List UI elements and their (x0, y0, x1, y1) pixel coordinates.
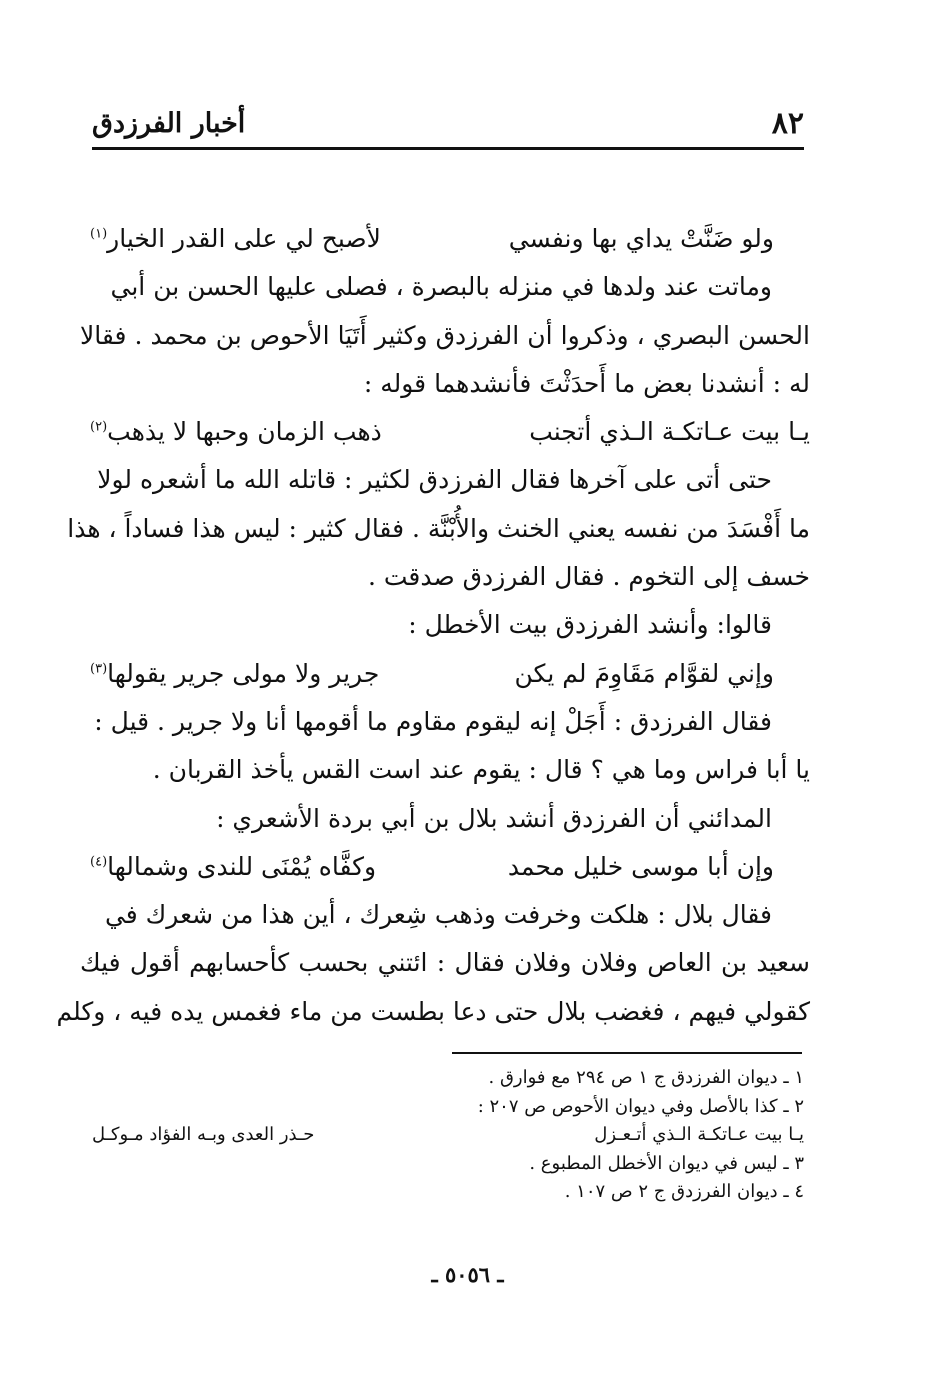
footnote-2-verse (92, 1121, 804, 1150)
page-header (92, 98, 804, 148)
verse-second-hemistich: وكفَّاه يُمْنَى للندى وشمالها$^{(٤)}$ (90, 851, 377, 881)
footnote-marker: (٤) (90, 854, 108, 870)
footnote-marker: (٣) (90, 661, 108, 677)
footnote-marker: (١) (90, 226, 108, 242)
running-title: أخبار الفرزدق (92, 108, 246, 139)
verse-line (80, 650, 810, 698)
footnote-1: ١ ـ ديوان الفرزدق ج ١ ص ٢٩٤ مع فوارق . (488, 1067, 804, 1088)
paragraph-line: خسف إلى التخوم . فقال الفرزدق صدقت . (367, 562, 810, 592)
verse-first-hemistich: ولو ضَنَّتْ يداي بها ونفسي (508, 224, 774, 253)
verse-first-hemistich: يـا بيت عـاتكـة الـذي أتـعـزل (594, 1124, 804, 1146)
paragraph-line: ما أَفْسَدَ من نفسه يعني الخنث والأُبْنَّة . فقال كثير : ليس هذا فساداً ، هذا (67, 513, 810, 543)
verse-first-hemistich: يـا بيت عـاتكـة الـذي أتجنب (529, 417, 810, 447)
footnote-rule (452, 1052, 802, 1054)
paragraph-line: فقال الفرزدق : أَجَلْ إنه ليقوم مقاوم ما أقومها أنا ولا جرير . قيل : (94, 706, 772, 736)
paragraph-line: كقولي فيهم ، فغضب بلال حتى دعا بطست من ماء فغمس يده فيه ، وكلم (56, 996, 810, 1026)
paragraph-line: وماتت عند ولدها في منزله بالبصرة ، فصلى عليها الحسن بن أبي (110, 272, 772, 302)
paragraph-line: حتى أتى على آخرها فقال الفرزدق لكثير : قاتله الله ما أشعره لولا (97, 465, 772, 495)
paragraph-line: يا أبا فراس وما هي ؟ قال : يقوم عند است القس يأخذ القربان . (152, 755, 810, 785)
footnote-4: ٤ ـ ديوان الفرزدق ج ٢ ص ١٠٧ . (564, 1181, 804, 1203)
page-number: ٨٢ (771, 106, 804, 141)
paragraph-line: فقال بلال : هلكت وخرفت وذهب شِعرك ، أين هذا من شعرك في (104, 900, 772, 930)
footnotes (92, 1064, 804, 1207)
main-text (56, 215, 810, 1036)
verse-second-hemistich: ذهب الزمان وحبها لا يذهب$^{(٢)}$ (90, 417, 382, 447)
verse-first-hemistich: وإن أبا موسى خليل محمد (507, 851, 774, 881)
verse-first-hemistich: وإني لقوَّام مَقَاوِمَ لم يكن (514, 658, 774, 688)
verse-line (80, 843, 810, 891)
footnote-2: ٢ ـ كذا بالأصل وفي ديوان الأحوص ص ٢٠٧ : (477, 1095, 804, 1117)
verse-line (80, 408, 810, 456)
header-rule (92, 147, 804, 150)
footnote-3: ٣ ـ ليس في ديوان الأخطل المطبوع . (529, 1152, 804, 1174)
paragraph-line: سعيد بن العاص وفلان وفلان فقال : ائتني بحسب كأحسابهم أقول فيك (80, 948, 810, 978)
folio-number: ـ ٥٠٥٦ ـ (431, 1262, 504, 1287)
verse-second-hemistich: لأصبح لي على القدر الخيار$^{(١)}$ (90, 224, 381, 253)
paragraph-line: الحسن البصري ، وذكروا أن الفرزدق وكثير أَتَيَا الأحوص بن محمد . فقالا (80, 320, 810, 350)
verse-line (80, 215, 810, 263)
paragraph-line: له : أنشدنا بعض ما أَحدَثْتَ فأنشدهما قوله : (363, 368, 810, 398)
footnote-marker: (٢) (90, 419, 108, 435)
verse-second-hemistich: حـذر العدى وبـه الفؤاد مـوكـل (92, 1124, 315, 1146)
paragraph-line: قالوا: وأنشد الفرزدق بيت الأخطل : (408, 610, 772, 640)
paragraph-line: المدائني أن الفرزدق أنشد بلال بن أبي بردة الأشعري : (216, 803, 772, 833)
verse-second-hemistich: جرير ولا مولى جرير يقولها$^{(٣)}$ (90, 658, 380, 688)
